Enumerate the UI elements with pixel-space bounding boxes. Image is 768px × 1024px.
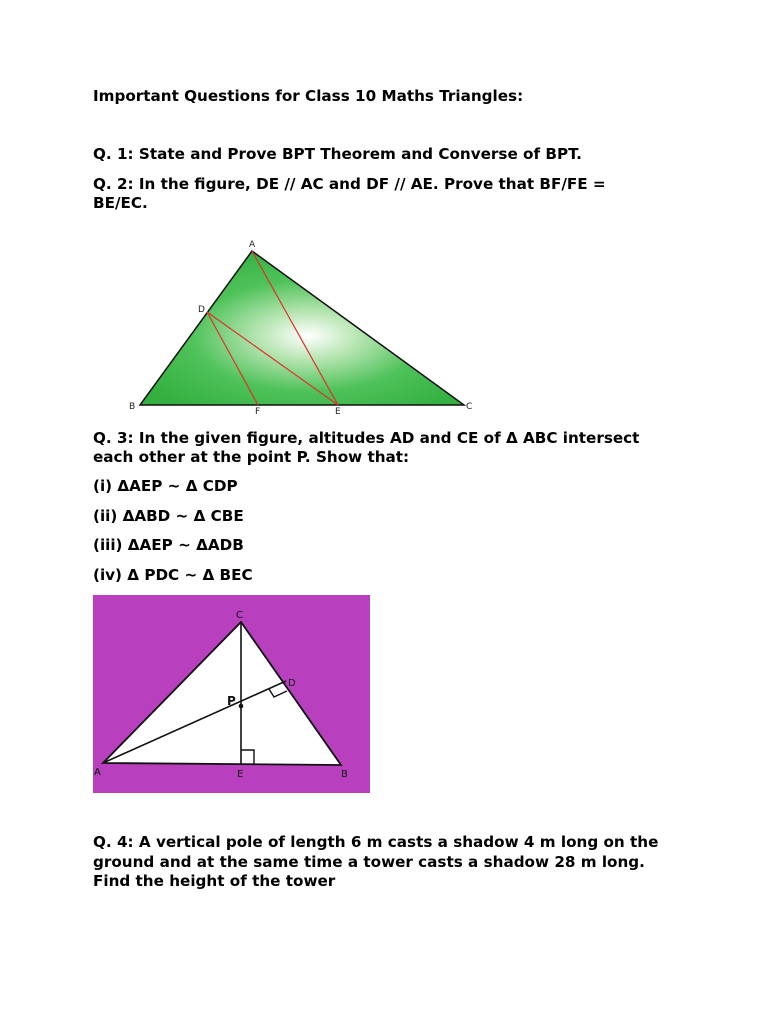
label-d: D	[288, 678, 296, 689]
question-3-part-iv: (iv) Δ PDC ~ Δ BEC	[93, 566, 253, 584]
label-c: C	[466, 402, 473, 412]
label-f: F	[255, 407, 261, 417]
label-e: E	[335, 407, 341, 417]
question-4-line-3: Find the height of the tower	[93, 872, 336, 890]
label-p: P	[227, 694, 236, 708]
page-heading: Important Questions for Class 10 Maths Triangles:	[93, 87, 524, 105]
question-4-line-2: ground and at the same time a tower casts a shadow 28 m long.	[93, 853, 645, 871]
point-p	[239, 704, 244, 709]
question-3-part-ii: (ii) ΔABD ~ Δ CBE	[93, 507, 244, 525]
figure-triangle-altitudes	[93, 595, 370, 793]
triangle-abc	[140, 251, 464, 405]
question-3-line-1: Q. 3: In the given figure, altitudes AD and CE of Δ ABC intersect	[93, 429, 640, 447]
label-a: A	[249, 240, 256, 250]
question-1: Q. 1: State and Prove BPT Theorem and Converse of BPT.	[93, 145, 582, 163]
label-a: A	[94, 767, 101, 778]
label-e: E	[237, 769, 244, 780]
label-b: B	[129, 402, 136, 412]
question-2-line-1: Q. 2: In the figure, DE // AC and DF // AE. Prove that BF/FE =	[93, 175, 606, 193]
question-3-part-i: (i) ΔAEP ~ Δ CDP	[93, 477, 238, 495]
label-c: C	[236, 610, 243, 621]
question-4-line-1: Q. 4: A vertical pole of length 6 m casts a shadow 4 m long on the	[93, 833, 659, 851]
figure-triangle-bpt	[93, 222, 488, 417]
label-d: D	[198, 305, 205, 315]
question-3-line-2: each other at the point P. Show that:	[93, 448, 410, 466]
label-b: B	[341, 769, 348, 780]
question-3-part-iii: (iii) ΔAEP ~ ΔADB	[93, 536, 244, 554]
question-2-line-2: BE/EC.	[93, 194, 148, 212]
